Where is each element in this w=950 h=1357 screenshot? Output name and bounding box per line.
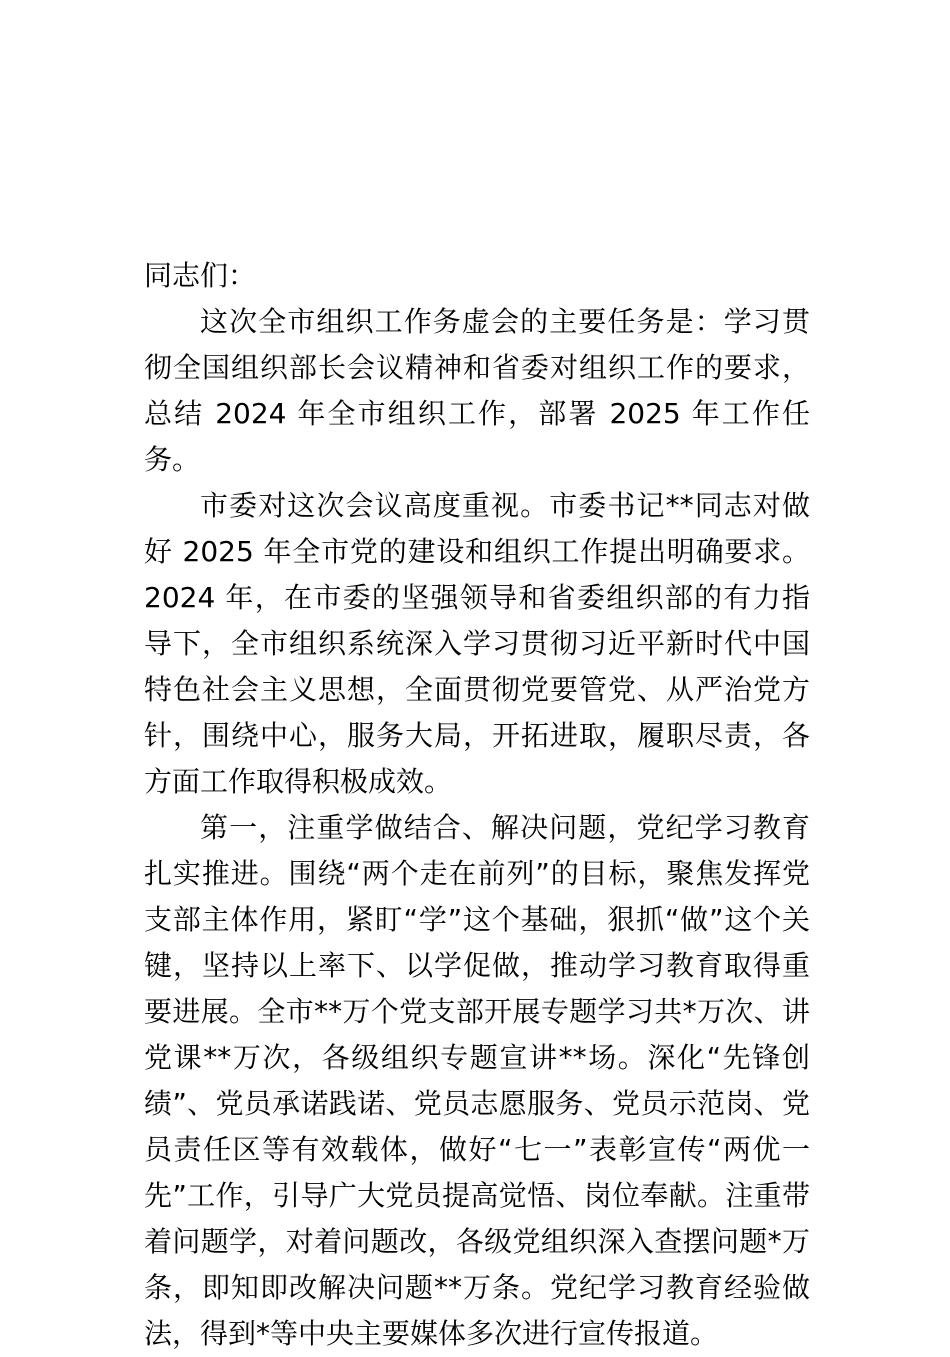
salutation: 同志们： (144, 259, 257, 292)
paragraph-achievements: 市委对这次会议高度重视。市委书记**同志对做好 2025 年全市党的建设和组织工作提出明确要求。2024 年，在市委的坚强领导和省委组织部的有力指导下，全市组织系统深入学习贯彻习近平新时代中国特色社会主义思想，全面贯彻党要管党、从严治党方针，围绕中心，服务大局，开拓进取，履职尽责，各方面工作取得积极成效。 (144, 489, 810, 798)
paragraph-meeting-task: 这次全市组织工作务虚会的主要任务是：学习贯彻全国组织部长会议精神和省委对组织工作的要求，总结 2024 年全市组织工作，部署 2025 年工作任务。 (144, 305, 810, 476)
paragraph-first-point: 第一，注重学做结合、解决问题，党纪学习教育扎实推进。围绕“两个走在前列”的目标，聚焦发挥党支部主体作用，紧盯“学”这个基础，狠抓“做”这个关键，坚持以上率下、以学促做，推动学习教育取得重要进展。全市**万个党支部开展专题学习共*万次、讲党课**万次，各级组织专题宣讲**场。深化“先锋创绩”、党员承诺践诺、党员志愿服务、党员示范岗、党员责任区等有效载体，做好“七一”表彰宣传“两优一先”工作，引导广大党员提高觉悟、岗位奉献。注重带着问题学，对着问题改，各级党组织深入查摆问题*万条，即知即改解决问题**万条。党纪学习教育经验做法，得到*等中央主要媒体多次进行宣传报道。 (144, 811, 810, 1350)
document-body (144, 253, 810, 1357)
